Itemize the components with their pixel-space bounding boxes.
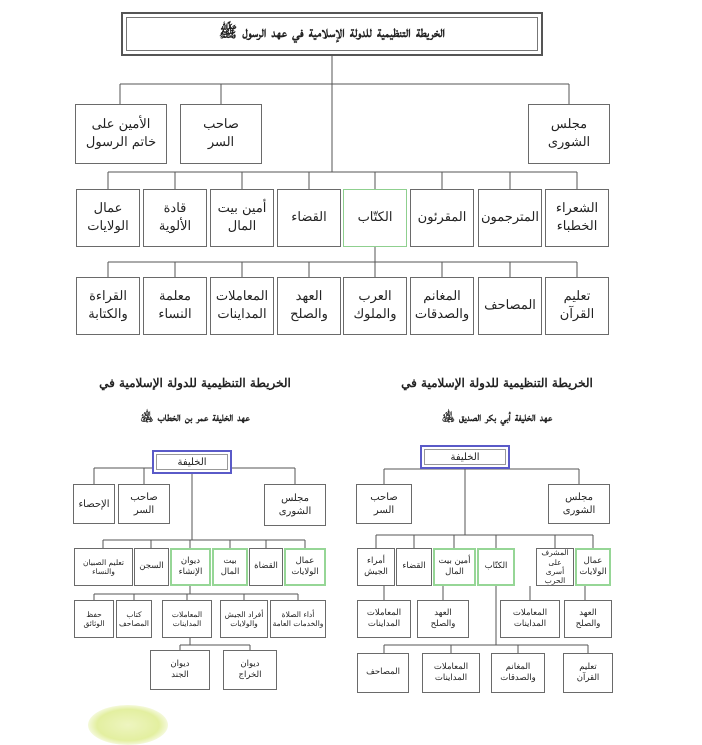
main-poets-orators: الشعراء الخطباء [545, 189, 609, 247]
abubakr-spoils-alms: المغانم والصدقات [491, 653, 545, 693]
omar-transactions: المعاملات المداينات [162, 600, 212, 638]
abubakr-khalifa-box [420, 445, 510, 469]
omar-judges: القضاة [249, 548, 283, 586]
main-title-box [121, 12, 543, 56]
omar-treasury: بيت المال [212, 548, 248, 586]
abubakr-covenant-peace-1: العهد والصلح [564, 600, 612, 638]
omar-census: الإحصاء [73, 484, 115, 524]
omar-army-diwan: ديوان الجند [150, 650, 210, 690]
main-shura-council: مجلس الشورى [528, 104, 610, 164]
abubakr-treasury: أمين بيت المال [433, 548, 476, 586]
abubakr-khalifa: الخليفة [450, 451, 480, 463]
omar-secret-keeper: صاحب السر [118, 484, 170, 524]
main-reading-writing: القراءة والكتابة [76, 277, 140, 335]
abubakr-quran-teaching: تعليم القرآن [563, 653, 613, 693]
omar-prayer-public-services: أداء الصلاة والخدمات العامة [270, 600, 326, 638]
omar-document-keeping: حفظ الوثائق [74, 600, 114, 638]
main-judiciary: القضاء [277, 189, 341, 247]
main-reciters: المقرئون [410, 189, 474, 247]
main-spoils-alms: المغانم والصدقات [410, 277, 474, 335]
main-women-teacher: معلمة النساء [143, 277, 207, 335]
abubakr-secret-keeper: صاحب السر [356, 484, 412, 524]
main-scribes: الكتّاب [343, 189, 407, 247]
abubakr-prisoners-supervisor: المشرف على أسرى الحرب [536, 548, 574, 586]
main-secret-keeper: صاحب السر [180, 104, 262, 164]
abubakr-heading-line2: عهد الخليفة أبي بكر الصديق ﵁ [441, 410, 553, 424]
omar-khalifa-box [152, 450, 232, 474]
abubakr-covenant-peace-2: العهد والصلح [417, 600, 469, 638]
abubakr-army-commanders: أمراء الجيش [357, 548, 395, 586]
main-quran-teaching: تعليم القرآن [545, 277, 609, 335]
omar-children-women-teaching: تعليم الصبيان والنساء [74, 548, 133, 586]
main-governors: عمال الولايات [76, 189, 140, 247]
main-treasury: أمين بيت المال [210, 189, 274, 247]
abubakr-governors: عمال الولايات [575, 548, 611, 586]
abubakr-transactions-3: المعاملات المداينات [422, 653, 480, 693]
omar-prison: السجن [134, 548, 169, 586]
main-mushafs: المصاحف [478, 277, 542, 335]
abubakr-transactions-1: المعاملات المداينات [500, 600, 560, 638]
omar-heading-line2: عهد الخليفة عمر بن الخطاب ﵁ [140, 410, 250, 424]
omar-insha-diwan: ديوان الإنشاء [170, 548, 211, 586]
main-arabs-kings: العرب والملوك [343, 277, 407, 335]
omar-shura-council: مجلس الشورى [264, 484, 326, 526]
main-covenant-peace: العهد والصلح [277, 277, 341, 335]
abubakr-scribes: الكتّاب [477, 548, 515, 586]
abubakr-transactions-2: المعاملات المداينات [357, 600, 411, 638]
omar-mushaf-scribes: كتاب المصاحف [116, 600, 152, 638]
abubakr-judiciary: القضاء [396, 548, 432, 586]
abubakr-mushafs: المصاحف [357, 653, 409, 693]
main-seal-keeper: الأمين على خاتم الرسول [75, 104, 167, 164]
main-translators: المترجمون [478, 189, 542, 247]
abubakr-heading-line1: الخريطة التنظيمية للدولة الإسلامية في [401, 376, 593, 390]
omar-khalifa: الخليفة [177, 456, 207, 468]
abubakr-shura-council: مجلس الشورى [548, 484, 610, 524]
main-commanders: قادة الألوية [143, 189, 207, 247]
main-title: الخريطة التنظيمية للدولة الإسلامية في عهد الرسول ﷺ [219, 23, 445, 41]
omar-heading-line1: الخريطة التنظيمية للدولة الإسلامية في [99, 376, 291, 390]
omar-army-provinces: أفراد الجيش والولايات [220, 600, 268, 638]
decorative-blob [88, 705, 168, 745]
main-transactions-debts: المعاملات المداينات [210, 277, 274, 335]
omar-kharaj-diwan: ديوان الخراج [223, 650, 277, 690]
omar-governors: عمال الولايات [284, 548, 326, 586]
